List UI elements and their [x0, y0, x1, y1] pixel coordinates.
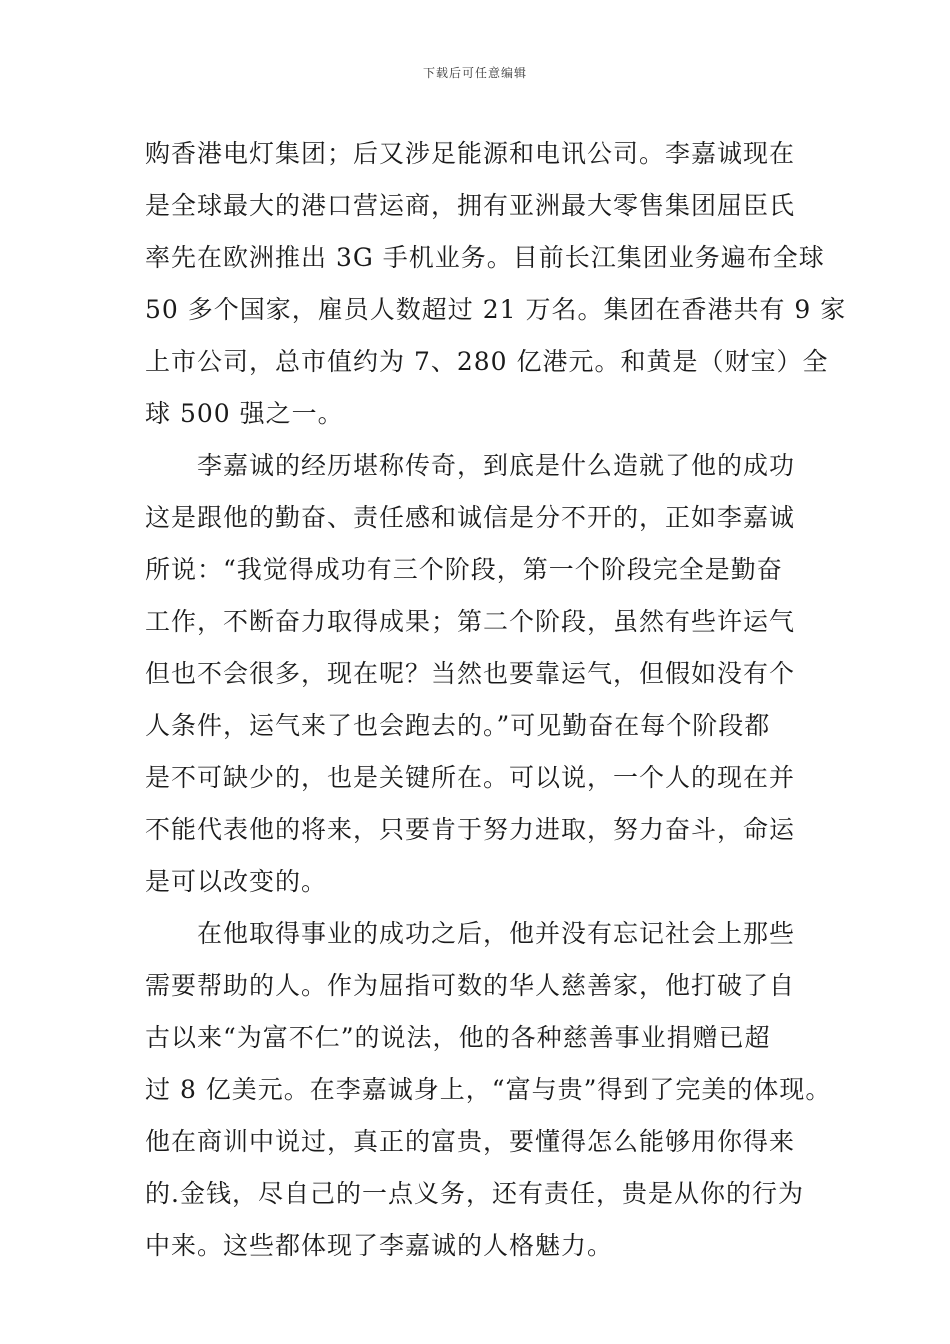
text-line: 上市公司，总市值约为 7、280 亿港元。和黄是（财宝）全 — [145, 347, 829, 376]
paragraph — [145, 440, 815, 908]
text-line: 是不可缺少的，也是关键所在。可以说，一个人的现在并 — [145, 763, 796, 792]
text-line: 在他取得事业的成功之后，他并没有忘记社会上那些 — [197, 919, 796, 948]
text-line: 这是跟他的勤奋、责任感和诚信是分不开的，正如李嘉诚 — [145, 503, 796, 532]
text-line: 是可以改变的。 — [145, 867, 328, 896]
text-line: 所说：“我觉得成功有三个阶段，第一个阶段完全是勤奋 — [145, 555, 783, 584]
text-line: 古以来“为富不仁”的说法，他的各种慈善事业捐赠已超 — [145, 1023, 771, 1052]
text-line: 球 500 强之一。 — [145, 399, 344, 428]
text-line: 购香港电灯集团；后又涉足能源和电讯公司。李嘉诚现在 — [145, 139, 796, 168]
text-line: 率先在欧洲推出 3G 手机业务。目前长江集团业务遍布全球 — [145, 243, 825, 272]
text-line: 过 8 亿美元。在李嘉诚身上，“富与贵”得到了完美的体现。 — [145, 1075, 832, 1104]
text-line: 李嘉诚的经历堪称传奇，到底是什么造就了他的成功 — [197, 451, 796, 480]
text-line: 但也不会很多，现在呢？当然也要靠运气，但假如没有个 — [145, 659, 796, 688]
text-line: 工作，不断奋力取得成果；第二个阶段，虽然有些许运气 — [145, 607, 796, 636]
text-line: 中来。这些都体现了李嘉诚的人格魅力。 — [145, 1231, 614, 1260]
text-line: 的.金钱，尽自己的一点义务，还有责任，贵是从你的行为 — [145, 1179, 804, 1208]
text-line: 是全球最大的港口营运商，拥有亚洲最大零售集团屈臣氏 — [145, 191, 796, 220]
text-line: 需要帮助的人。作为屈指可数的华人慈善家，他打破了自 — [145, 971, 796, 1000]
document-body — [145, 128, 847, 1272]
paragraph — [145, 128, 847, 440]
paragraph — [145, 908, 832, 1272]
text-line: 人条件，运气来了也会跑去的。”可见勤奋在每个阶段都 — [145, 711, 771, 740]
text-line: 他在商训中说过，真正的富贵，要懂得怎么能够用你得来 — [145, 1127, 796, 1156]
text-line: 50 多个国家，雇员人数超过 21 万名。集团在香港共有 9 家 — [145, 295, 847, 324]
text-line: 不能代表他的将来，只要肯于努力进取，努力奋斗，命运 — [145, 815, 796, 844]
page-header: 下载后可任意编辑 — [422, 66, 527, 80]
